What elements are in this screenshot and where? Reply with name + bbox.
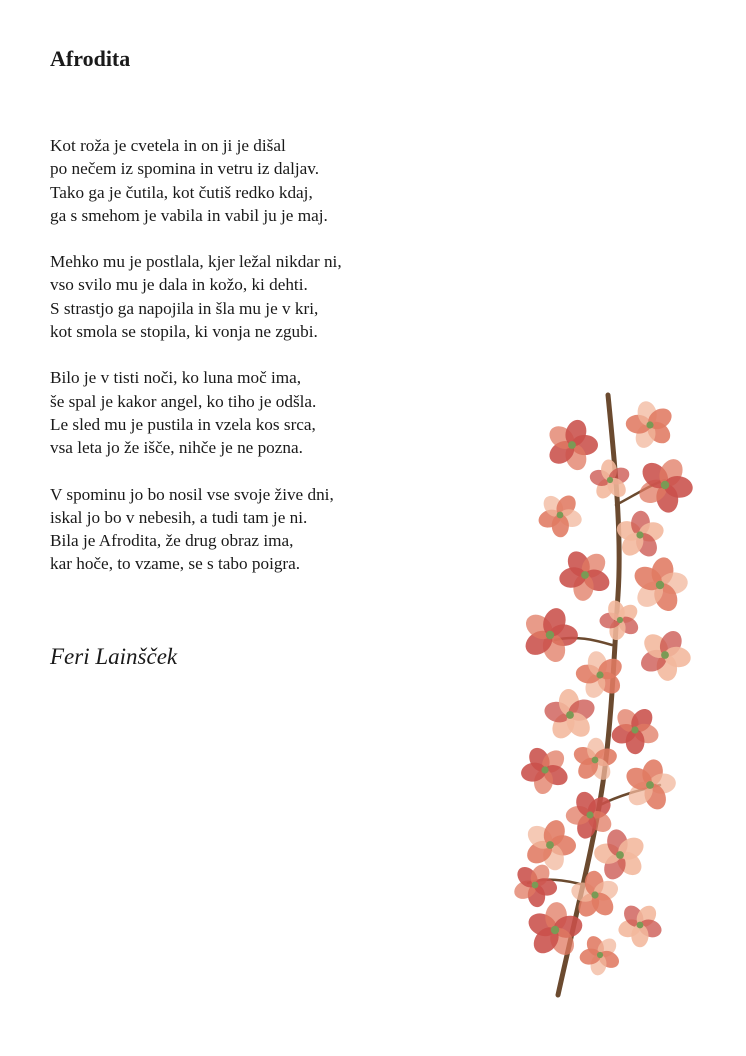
blossom	[630, 556, 689, 615]
blossom-center	[661, 651, 669, 659]
blossom	[637, 627, 692, 682]
stanza-2	[50, 250, 490, 343]
stanza-1	[50, 134, 490, 227]
blossom-center	[596, 671, 603, 678]
flowering-branch-illustration	[500, 385, 720, 1005]
author-signature: Feri Lainšček	[50, 644, 178, 669]
blossom-center	[586, 811, 593, 818]
blossom-center	[591, 891, 598, 898]
poem-line: po nečem iz spomina in vetru iz daljav.	[50, 159, 320, 179]
blossom-center	[568, 441, 576, 449]
blossom-center	[637, 922, 644, 929]
blossom-center	[646, 781, 654, 789]
blossom-center	[631, 726, 638, 733]
blossom-center	[541, 766, 548, 773]
blossom-center	[532, 882, 539, 889]
blossom	[575, 649, 626, 701]
blossom	[578, 933, 621, 976]
blossom-center	[616, 851, 624, 859]
poem-line: iskal jo bo v nebesih, a tudi tam je ni.	[50, 507, 308, 527]
blossom	[609, 705, 661, 754]
poem-title: Afrodita	[50, 46, 131, 71]
poem-body	[50, 134, 490, 599]
blossom-center	[607, 477, 613, 483]
blossom	[557, 547, 612, 602]
poem-line: Bilo je v tisti noči, ko luna moč ima,	[50, 368, 302, 388]
blossom	[545, 417, 598, 473]
blossom	[593, 827, 647, 882]
blossom	[588, 459, 632, 502]
blossom	[523, 817, 576, 873]
blossom-center	[546, 631, 554, 639]
blossom-center	[581, 571, 589, 579]
blossom	[536, 492, 584, 538]
stanza-4	[50, 483, 490, 576]
blossom	[520, 744, 571, 795]
blossom-center	[592, 757, 599, 764]
blossom-center	[636, 531, 643, 538]
poem-line: Bila je Afrodita, že drug obraz ima,	[50, 531, 294, 551]
blossom-center	[551, 926, 559, 934]
stanza-3	[50, 366, 490, 459]
blossom-center	[597, 952, 603, 958]
poem-line: ga s smehom je vabila in vabil ju je maj.	[50, 205, 328, 225]
blossom-center	[557, 512, 564, 519]
blossom	[635, 455, 694, 514]
poem-line: Tako ga je čutila, kot čutiš redko kdaj,	[50, 182, 313, 202]
poem-line: še spal je kakor angel, ko tiho je odšla.	[50, 391, 317, 411]
poem-line: Kot roža je cvetela in on ji je dišal	[50, 136, 286, 155]
poem-line: vso svilo mu je dala in kožo, ki dehti.	[50, 275, 308, 295]
poem-line: S strastjo ga napojila in šla mu je v kri,	[50, 298, 319, 318]
blossom-center	[646, 421, 653, 428]
poem-line: Le sled mu je pustila in vzela kos srca,	[50, 414, 316, 434]
blossom	[614, 510, 666, 560]
poem-line: Mehko mu je postlala, kjer ležal nikdar ni,	[50, 252, 342, 272]
blossom	[599, 598, 641, 642]
blossom	[521, 605, 578, 665]
blossom	[616, 902, 664, 948]
blossom-center	[661, 481, 669, 489]
poem-line: kar hoče, to vzame, se s tabo poigra.	[50, 554, 301, 574]
poem-line: V spominu jo bo nosil vse svoje žive dni,	[50, 484, 334, 504]
blossom	[622, 758, 676, 813]
blossom-center	[546, 841, 554, 849]
blossom	[625, 399, 675, 451]
blossom	[565, 789, 615, 841]
poem-line: kot smola se stopila, ki vonja ne zgubi.	[50, 322, 318, 342]
blossom-center	[566, 711, 574, 719]
blossom-center	[617, 617, 623, 623]
blossom-center	[656, 581, 664, 589]
poem-line: vsa leta jo že išče, nihče je ne pozna.	[50, 438, 303, 458]
blossom	[571, 737, 619, 783]
